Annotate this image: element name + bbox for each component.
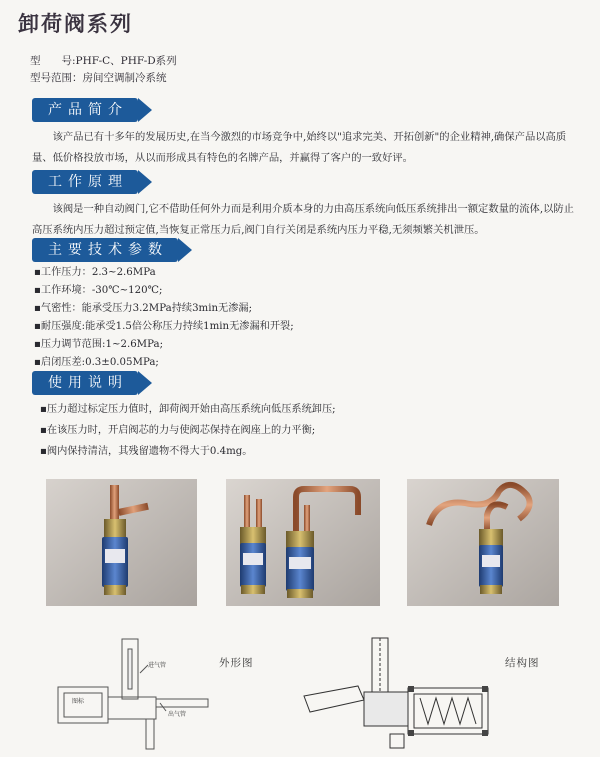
section-usage-label: 使用说明 — [32, 371, 138, 395]
spec-item: ▪气密性：能承受压力3.2MPa持续3min无渗漏; — [34, 303, 253, 314]
caption-structure: 结构图 — [505, 657, 540, 669]
diagram-label-box: 图标 — [72, 698, 85, 705]
intro-paragraph: 该产品已有十多年的发展历史,在当今激烈的市场竞争中,始终以"追求完美、开拓创新"的企业精神,确保产品以高质量、低价格投放市场，从以而形成具有特色的名牌产品，并赢得了客户的一致好评。 — [32, 131, 567, 164]
section-intro-label: 产品简介 — [32, 98, 138, 122]
section-arrow — [138, 98, 152, 122]
section-principle-heading — [32, 170, 152, 194]
range-line: 型号范围：房间空调制冷系统 — [30, 72, 167, 84]
usage-item: ▪在该压力时，开启阀芯的力与使阀芯保持在阀座上的力平衡; — [40, 425, 316, 436]
section-arrow — [138, 371, 152, 395]
principle-paragraph: 该阀是一种自动阀门,它不借助任何外力而是利用介质本身的力由高压系统向低压系统排出一额定数量的流体,以防止高压系统内压力超过预定值,当恢复正常压力后,阀门自行关闭是系统内压力平稳,无须频繁关机泄压。 — [32, 203, 574, 236]
section-principle-label: 工作原理 — [32, 170, 138, 194]
section-arrow — [178, 238, 192, 262]
spec-item: ▪耐压强度:能承受1.5倍公称压力持续1min无渗漏和开裂; — [34, 321, 294, 332]
diagram-label-outlet: 出气管 — [168, 711, 187, 718]
product-photo-1 — [46, 479, 197, 606]
product-photo-3 — [407, 479, 559, 606]
diagram-label-inlet: 进气管 — [148, 662, 167, 669]
usage-item: ▪阀内保持清洁，其残留遗物不得大于0.4mg。 — [40, 446, 253, 457]
spec-item: ▪启闭压差:0.3±0.05MPa; — [34, 357, 159, 368]
section-specs-label: 主要技术参数 — [32, 238, 178, 262]
caption-outline: 外形图 — [219, 657, 254, 669]
product-photo-2 — [226, 479, 380, 606]
section-usage-heading — [32, 371, 152, 395]
spec-item: ▪压力调节范围:1~2.6MPa; — [34, 339, 164, 350]
section-intro-heading — [32, 98, 152, 122]
page-title: 卸荷阀系列 — [18, 12, 133, 36]
structure-drawing — [298, 636, 503, 751]
spec-item: ▪工作压力：2.3~2.6MPa — [34, 267, 156, 278]
spec-item: ▪工作环境：-30℃~120℃; — [34, 285, 163, 296]
outline-drawing — [48, 633, 228, 753]
section-arrow — [138, 170, 152, 194]
model-line: 型 号:PHF-C、PHF-D系列 — [30, 55, 177, 67]
usage-item: ▪压力超过标定压力值时，卸荷阀开始由高压系统向低压系统卸压; — [40, 404, 336, 415]
section-specs-heading — [32, 238, 192, 262]
